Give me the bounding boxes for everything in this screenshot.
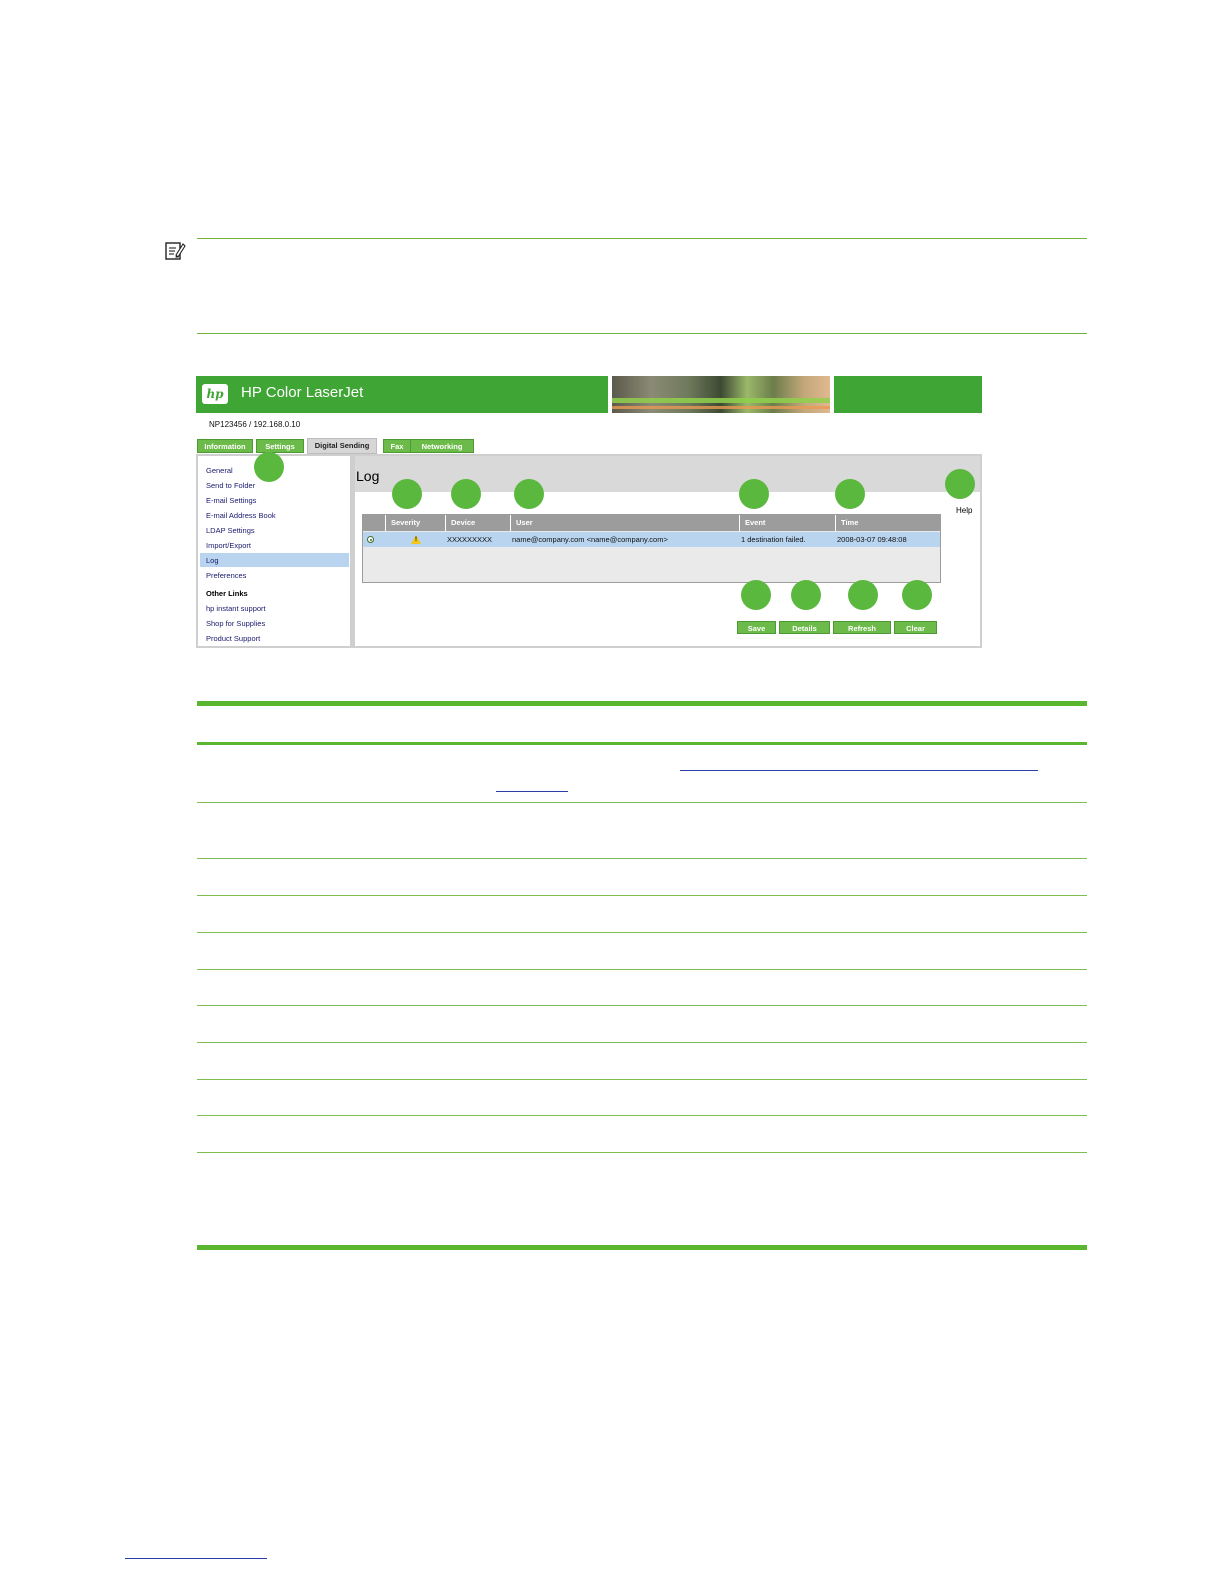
nav-item-send-to-folder[interactable]: Send to Folder — [206, 481, 256, 490]
callout-marker — [741, 580, 771, 610]
table-row-divider — [197, 969, 1087, 970]
log-table — [362, 514, 941, 633]
tab-settings[interactable]: Settings — [256, 439, 304, 453]
other-links-heading: Other Links — [206, 589, 248, 598]
callout-marker — [945, 469, 975, 499]
device-id: NP123456 / 192.168.0.10 — [209, 420, 301, 429]
callout-marker — [902, 580, 932, 610]
nav-item-preferences[interactable]: Preferences — [206, 571, 247, 580]
table-row-divider — [197, 1152, 1087, 1153]
product-name: HP Color LaserJet — [241, 384, 364, 401]
left-navigation — [196, 454, 350, 648]
ews-screenshot — [196, 376, 982, 650]
column-header-device[interactable]: Device — [445, 515, 510, 531]
column-header-time[interactable]: Time — [835, 515, 940, 531]
table-row-divider — [197, 895, 1087, 896]
column-header-user[interactable]: User — [510, 515, 739, 531]
callout-marker — [848, 580, 878, 610]
callout-marker — [791, 580, 821, 610]
table-row-divider — [197, 802, 1087, 803]
note-icon — [164, 240, 186, 262]
page-title: Log — [356, 468, 380, 484]
cell-event: 1 destination failed. — [741, 535, 806, 544]
table-row-divider — [197, 858, 1087, 859]
table-row-divider — [197, 1115, 1087, 1116]
table-row[interactable] — [363, 532, 940, 547]
nav-link-product-support[interactable]: Product Support — [206, 634, 261, 643]
note-top-rule — [197, 238, 1087, 239]
nav-item-ldap-settings[interactable]: LDAP Settings — [206, 526, 255, 535]
banner-photo — [612, 376, 830, 413]
table-header-row — [363, 515, 940, 531]
table-row-divider — [197, 932, 1087, 933]
table-row-divider — [197, 1079, 1087, 1080]
cross-reference-link-continued[interactable] — [496, 791, 568, 792]
callout-marker — [392, 479, 422, 509]
column-header-event[interactable]: Event — [739, 515, 835, 531]
header-banner — [196, 376, 608, 413]
column-header-severity[interactable]: Severity — [385, 515, 445, 531]
banner-right — [834, 376, 982, 413]
table-bottom-rule — [197, 1245, 1087, 1250]
callout-marker — [451, 479, 481, 509]
cross-reference-link[interactable] — [680, 770, 1038, 771]
tab-information[interactable]: Information — [197, 439, 253, 453]
nav-item-email-settings[interactable]: E-mail Settings — [206, 496, 257, 505]
callout-marker — [514, 479, 544, 509]
nav-item-email-address-book[interactable]: E-mail Address Book — [206, 511, 276, 520]
table-top-rule — [197, 701, 1087, 706]
content-header — [355, 456, 980, 492]
nav-item-import-export[interactable]: Import/Export — [206, 541, 252, 550]
callout-marker — [254, 452, 284, 482]
footer-link[interactable] — [125, 1558, 267, 1559]
save-button[interactable]: Save — [737, 621, 776, 634]
refresh-button[interactable]: Refresh — [833, 621, 891, 634]
nav-link-hp-instant-support[interactable]: hp instant support — [206, 604, 266, 613]
details-button[interactable]: Details — [779, 621, 830, 634]
cell-user: name@company.com <name@company.com> — [512, 535, 668, 544]
content-panel — [355, 454, 982, 648]
warning-mark: ! — [415, 537, 417, 543]
hp-logo: hp — [202, 384, 228, 404]
cell-device: XXXXXXXXX — [447, 535, 493, 544]
nav-link-shop-for-supplies[interactable]: Shop for Supplies — [206, 619, 266, 628]
callout-marker — [835, 479, 865, 509]
nav-item-general[interactable]: General — [206, 466, 233, 475]
table-header-rule — [197, 742, 1087, 745]
row-radio-button[interactable] — [367, 536, 374, 543]
nav-selection-highlight — [200, 553, 349, 567]
help-link[interactable]: Help — [956, 506, 973, 515]
tab-digital-sending[interactable]: Digital Sending — [307, 438, 377, 454]
cell-time: 2008-03-07 09:48:08 — [837, 535, 907, 544]
table-row-divider — [197, 1005, 1087, 1006]
table-row-divider — [197, 1042, 1087, 1043]
note-bottom-rule — [197, 333, 1087, 334]
callout-marker — [739, 479, 769, 509]
clear-button[interactable]: Clear — [894, 621, 937, 634]
nav-item-log[interactable]: Log — [206, 556, 219, 565]
tab-networking[interactable]: Networking — [410, 439, 474, 453]
tab-fax[interactable]: Fax — [383, 439, 411, 453]
